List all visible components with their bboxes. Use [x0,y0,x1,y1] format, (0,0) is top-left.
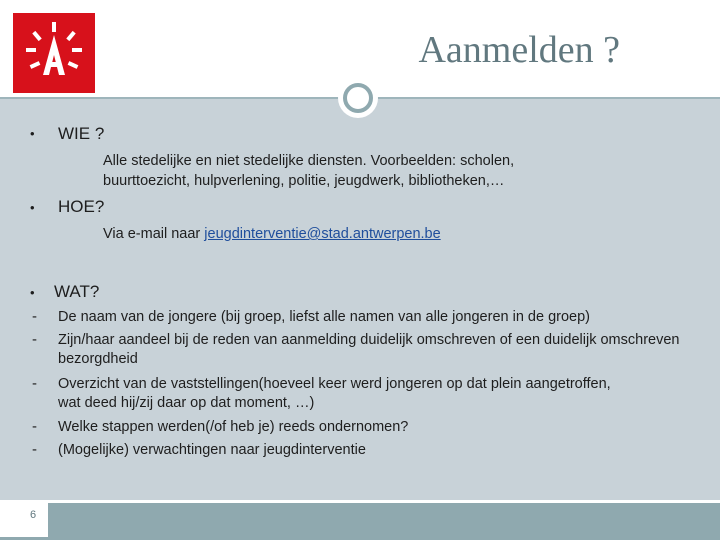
list-item: (Mogelijke) verwachtingen naar jeugdinterventie [58,442,366,458]
list-dash: - [32,441,37,458]
list-dash: - [32,331,37,348]
wie-description [103,151,514,191]
hoe-heading: HOE? [58,197,105,216]
slide-footer [0,503,720,540]
slide-content [0,99,720,503]
page-number: 6 [30,509,37,521]
email-link[interactable]: jeugdinterventie@stad.antwerpen.be [204,226,441,242]
slide-title: Aanmelden ? [418,29,620,71]
wie-bold-text: Alle stedelijke en niet stedelijke diensten [103,153,363,169]
bullet-icon: • [30,285,35,300]
list-dash: - [32,375,37,392]
list-item: De naam van de jongere (bij groep, liefst alle namen van alle jongeren in de groep) [58,309,590,325]
bullet-icon: • [30,126,35,141]
list-item: Welke stappen werden(/of heb je) reeds ondernomen? [58,419,409,435]
wat-heading: WAT? [54,282,100,301]
antwerpen-logo [13,13,95,93]
wie-text-rest: . Voorbeelden: scholen, [362,153,515,169]
wie-heading: WIE ? [58,124,105,143]
list-item: Overzicht van de vaststellingen(hoeveel keer werd jongeren op dat plein aangetroffen, wat deed hij/zij daar op dat moment, …) [58,376,611,411]
hoe-text-prefix: Via e-mail naar [103,226,205,242]
bullet-icon: • [30,200,35,215]
ring-ornament-icon [338,78,378,118]
footer-page-area [0,503,48,537]
wie-text-line2: buurttoezicht, hulpverlening, politie, jeugdwerk, bibliotheken,… [103,173,505,189]
a-logo-icon [13,13,95,93]
hoe-description [103,224,441,244]
list-dash: - [32,418,37,435]
list-item: Zijn/haar aandeel bij de reden van aanmelding duidelijk omschreven of een duidelijk omschreven bezorgdheid [58,332,680,367]
list-dash: - [32,308,37,325]
